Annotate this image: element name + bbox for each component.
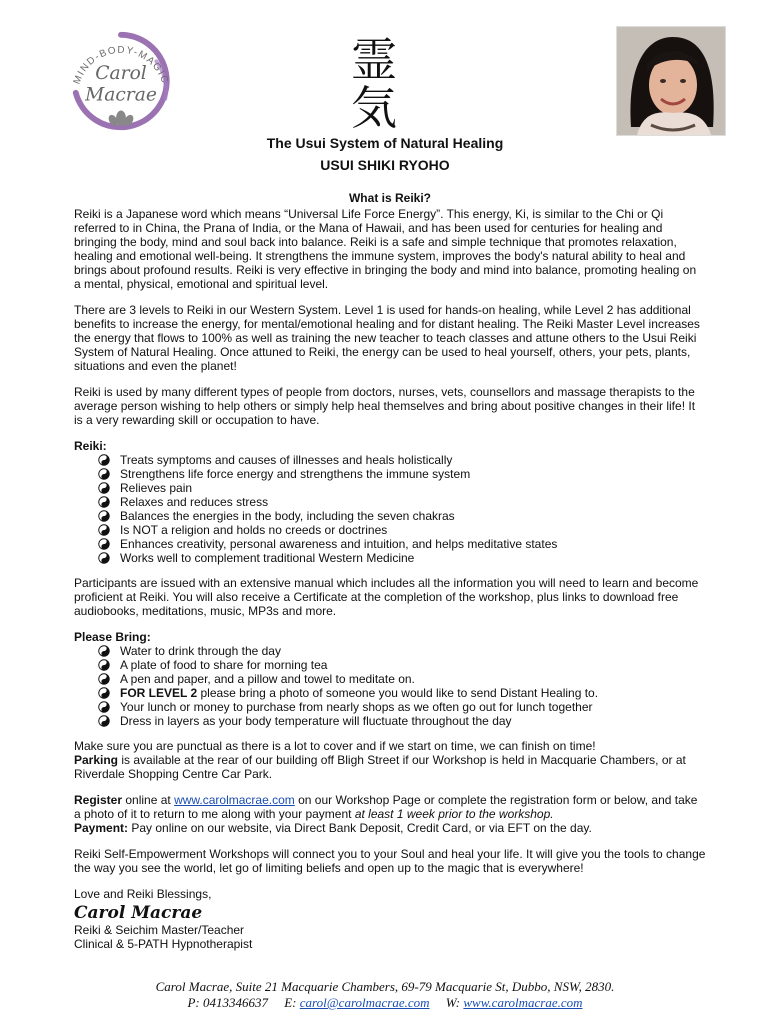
- list-item: Enhances creativity, personal awareness and intuition, and helps meditative states: [74, 537, 706, 551]
- participants-paragraph: Participants are issued with an extensive manual which includes all the information you will need to learn and become proficient at Reiki. You will also receive a Certificate at the completion of the workshop, plus links to download free audiobooks, meditations, music, MP3s and more.: [74, 576, 699, 618]
- website-link[interactable]: www.carolmacrae.com: [174, 793, 295, 807]
- yin-yang-icon: [98, 496, 110, 508]
- list-item: A pen and paper, and a pillow and towel to meditate on.: [74, 672, 706, 686]
- users-paragraph: Reiki is used by many different types of people from doctors, nurses, vets, counsellors and massage therapists to the average person wishing to help others or simply help heal themselves and bring about positive changes in their life! It is a very rewarding skill or occupation to have.: [74, 385, 696, 427]
- logo-name-line1: Carol: [95, 63, 147, 85]
- reiki-list-label: Reiki:: [74, 439, 107, 453]
- logo-name-line2: Macrae: [85, 84, 157, 106]
- yin-yang-icon: [98, 538, 110, 550]
- kanji-ki: 気: [351, 81, 397, 130]
- yin-yang-icon: [98, 645, 110, 657]
- reiki-benefits-list: [74, 453, 706, 565]
- please-bring-label: Please Bring:: [74, 630, 151, 644]
- document-body: [74, 191, 706, 951]
- footer: [0, 979, 770, 1011]
- footer-web-link[interactable]: www.carolmacrae.com: [463, 995, 583, 1010]
- footer-address: Carol Macrae, Suite 21 Macquarie Chambers, 69-79 Macquarie St, Dubbo, NSW, 2830.: [155, 979, 615, 994]
- parking-note: Parking is available at the rear of our building off Bligh Street if our Workshop is held in Macquarie Chambers, or at Riverdale Shopping Centre Car Park.: [74, 753, 686, 781]
- yin-yang-icon: [98, 701, 110, 713]
- signoff-title-1: Reiki & Seichim Master/Teacher: [74, 923, 245, 937]
- section-heading-what-is-reiki: What is Reiki?: [348, 191, 431, 205]
- closing-paragraph: Reiki Self-Empowerment Workshops will connect you to your Soul and heal your life. It will give you the tools to change the way you see the world, let go of limiting beliefs and open up to the magic that is everywhere!: [74, 847, 706, 875]
- logo-arc-text: MIND-BODY-MAGIC: [71, 44, 171, 86]
- signoff-greeting: Love and Reiki Blessings,: [74, 887, 212, 901]
- carol-macrae-logo: [62, 22, 180, 140]
- document-subtitle: USUI SHIKI RYOHO: [320, 157, 450, 173]
- footer-email-link[interactable]: carol@carolmacrae.com: [299, 995, 430, 1010]
- yin-yang-icon: [98, 524, 110, 536]
- list-item: FOR LEVEL 2 please bring a photo of someone you would like to send Distant Healing to.: [74, 686, 706, 700]
- list-item: Balances the energies in the body, including the seven chakras: [74, 509, 706, 523]
- yin-yang-icon: [98, 673, 110, 685]
- signoff-title-2: Clinical & 5-PATH Hypnotherapist: [74, 937, 253, 951]
- kanji-rei: 霊: [351, 33, 397, 87]
- register-paragraph: Register online at www.carolmacrae.com on our Workshop Page or complete the registration form or below, and take a photo of it to return to me along with your payment at least 1 week prior to the workshop.: [74, 793, 698, 821]
- yin-yang-icon: [98, 552, 110, 564]
- levels-paragraph: There are 3 levels to Reiki in our Western System. Level 1 is used for hands-on healing, while Level 2 has additional benefits to increase the energy, for mental/emotional healing and for distant healing. The Reiki Master Level increases the energy that flows to 100% as well as training the new teacher to teach classes and attune others to the Usui Reiki System of Natural Healing. Once attuned to Reiki, the energy can be used to heal yourself, others, your pets, plants, situations and even the planet!: [74, 303, 700, 373]
- list-item: A plate of food to share for morning tea: [74, 658, 706, 672]
- punctual-note: Make sure you are punctual as there is a lot to cover and if we start on time, we can finish on time!: [74, 739, 596, 753]
- level2-emphasis: FOR LEVEL 2: [120, 686, 198, 700]
- yin-yang-icon: [98, 659, 110, 671]
- list-item: Dress in layers as your body temperature will fluctuate throughout the day: [74, 714, 706, 728]
- footer-contacts: P: 0413346637 E: carol@carolmacrae.com W: www.carolmacrae.com: [187, 995, 583, 1010]
- yin-yang-icon: [98, 715, 110, 727]
- list-item: Works well to complement traditional Western Medicine: [74, 551, 706, 565]
- yin-yang-icon: [98, 687, 110, 699]
- portrait-photo: [616, 26, 726, 136]
- list-item: Water to drink through the day: [74, 644, 706, 658]
- please-bring-list: [74, 644, 706, 728]
- footer-phone: 0413346637: [202, 995, 268, 1010]
- list-item: Treats symptoms and causes of illnesses and heals holistically: [74, 453, 706, 467]
- yin-yang-icon: [98, 454, 110, 466]
- signature-name: Carol Macrae: [74, 903, 203, 923]
- list-item: Strengthens life force energy and strengthens the immune system: [74, 467, 706, 481]
- payment-paragraph: Payment: Pay online on our website, via Direct Bank Deposit, Credit Card, or via EFT on the day.: [74, 821, 592, 835]
- document-title: The Usui System of Natural Healing: [266, 135, 504, 151]
- yin-yang-icon: [98, 468, 110, 480]
- yin-yang-icon: [98, 482, 110, 494]
- list-item: Your lunch or money to purchase from nearly shops as we often go out for lunch together: [74, 700, 706, 714]
- list-item: Relaxes and reduces stress: [74, 495, 706, 509]
- intro-paragraph: Reiki is a Japanese word which means “Universal Life Force Energy”. This energy, Ki, is similar to the Chi or Qi referred to in China, the Prana of India, or the Mana of Hawaii, and has been used for centuries for healing and bringing the body, mind and soul back into balance. Reiki is a safe and simple technique that promotes relaxation, healing and emotional well-being. It strengthens the immune system, improves the body's natural ability to heal and brings about profound results. Reiki is very effective in bringing the body and mind into balance, promoting healing on a mental, physical, emotional and spiritual level.: [74, 207, 697, 291]
- list-item: Relieves pain: [74, 481, 706, 495]
- list-item: Is NOT a religion and holds no creeds or doctrines: [74, 523, 706, 537]
- reiki-kanji: [338, 30, 410, 130]
- yin-yang-icon: [98, 510, 110, 522]
